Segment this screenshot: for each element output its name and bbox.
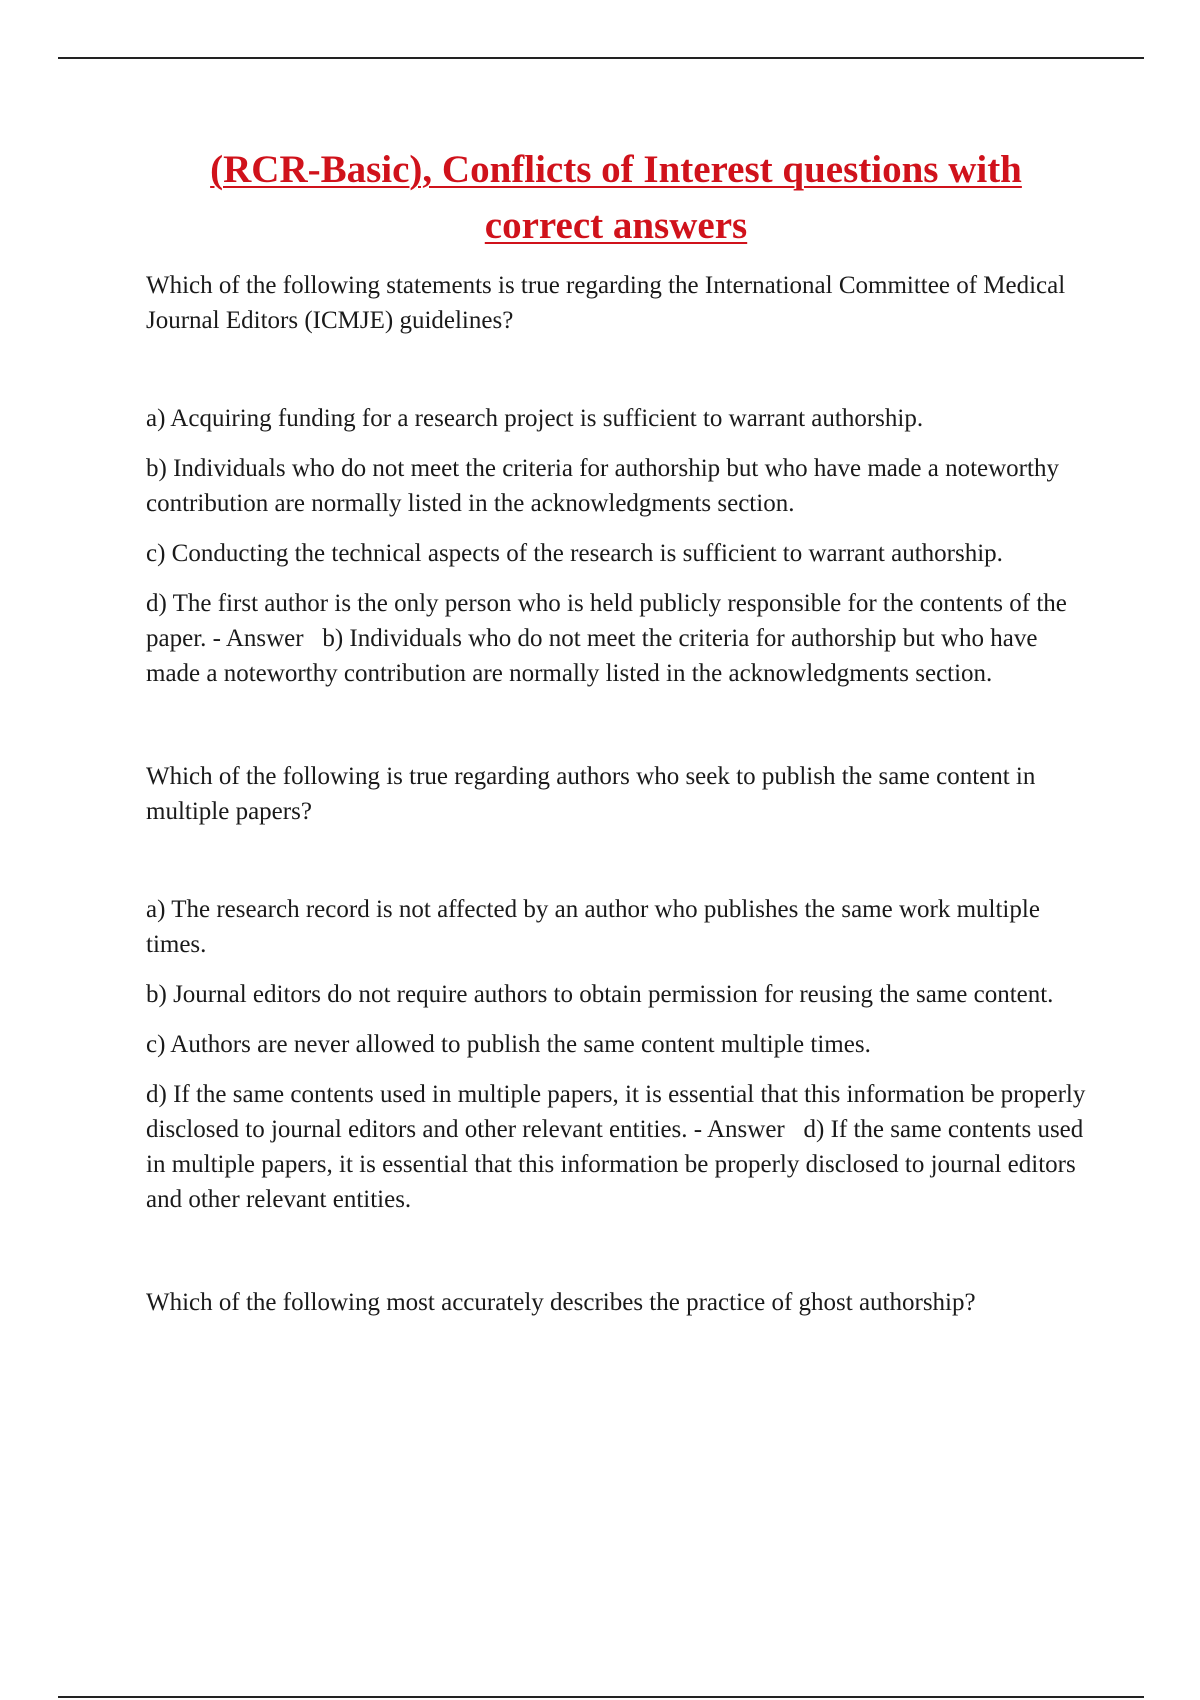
title-line-2: correct answers	[484, 204, 748, 247]
option-d-with-answer	[146, 586, 1086, 691]
question-text: Which of the following most accurately describes the practice of ghost authorship?	[146, 1289, 976, 1316]
answer-text: d) If the same contents used in multiple papers, it is essential that this information be properly disclosed to journal editors and other relevant entities.	[146, 1116, 1084, 1213]
option-a: a) Acquiring funding for a research project is sufficient to warrant authorship.	[146, 405, 924, 432]
option-d: d) If the same contents used in multiple papers, it is essential that this information be properly disclosed to journal editors and other relevant entities.	[146, 1081, 1086, 1143]
option-b: b) Individuals who do not meet the criteria for authorship but who have made a noteworthy contribution are normally listed in the acknowledgments section.	[146, 455, 1059, 517]
option-a: a) The research record is not affected by an author who publishes the same work multiple times.	[146, 896, 1040, 958]
answer-label: - Answer	[212, 625, 304, 652]
option-c: c) Conducting the technical aspects of the research is sufficient to warrant authorship.	[146, 540, 1003, 567]
question-block-3	[146, 1285, 1086, 1320]
bottom-rule	[58, 1696, 1144, 1698]
option-c: c) Authors are never allowed to publish the same content multiple times.	[146, 1031, 871, 1058]
option-d-with-answer	[146, 1077, 1086, 1217]
document-title	[146, 142, 1086, 254]
question-text: Which of the following statements is true regarding the International Committee of Medical Journal Editors (ICMJE) guidelines?	[146, 272, 1066, 334]
title-line-1: (RCR-Basic), Conflicts of Interest questions with	[210, 148, 1022, 191]
answer-text: b) Individuals who do not meet the criteria for authorship but who have made a noteworthy contribution are normally listed in the acknowledgments section.	[146, 625, 1038, 687]
question-block-1	[146, 268, 1086, 691]
option-list	[146, 892, 1086, 1217]
option-b: b) Journal editors do not require authors to obtain permission for reusing the same content.	[146, 981, 1054, 1008]
answer-label: - Answer	[693, 1116, 785, 1143]
question-block-2	[146, 759, 1086, 1217]
top-rule	[58, 57, 1144, 59]
document-body	[146, 142, 1086, 1388]
question-text: Which of the following is true regarding authors who seek to publish the same content in multiple papers?	[146, 763, 1036, 825]
option-d: d) The first author is the only person who is held publicly responsible for the contents of the paper.	[146, 590, 1067, 652]
option-list	[146, 401, 1086, 691]
